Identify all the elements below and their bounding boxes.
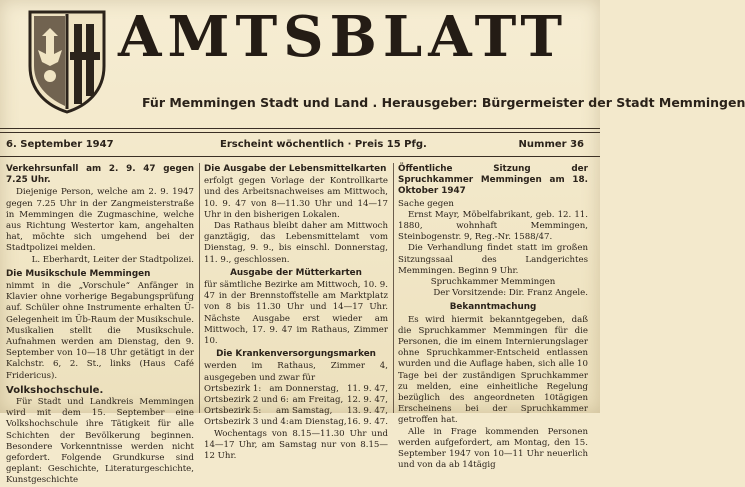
coat-of-arms-icon xyxy=(24,6,110,114)
article-heading: Ausgabe der Mütterkarten xyxy=(230,267,362,278)
district-list xyxy=(204,384,388,429)
dateline xyxy=(0,139,600,153)
article-body: werden im Rathaus, Zimmer 4, ausgegeben und zwar für xyxy=(204,361,388,383)
article-heading: Die Krankenversorgungsmarken xyxy=(216,349,376,360)
article-signature: L. Eberhardt, Leiter der Stadtpolizei. xyxy=(31,254,194,265)
article-heading: Verkehrsunfall am 2. 9. 47 gegen 7.25 Uhr. xyxy=(6,164,194,186)
article-signature: Der Vorsitzende: Dir. Franz Angele. xyxy=(433,288,588,299)
article-heading: Die Musikschule Memmingen xyxy=(6,268,151,279)
column-divider xyxy=(393,163,394,413)
district-row: Ortsbezirk 3 und 4: am Dienstag, 16. 9. 47. xyxy=(204,417,388,428)
article-body: Das Rathaus bleibt daher am Mittwoch ganztägig, das Lebensmittelamt vom Dienstag, 9. 9., bis einschl. Donnerstag, 11. 9., geschlossen. xyxy=(204,221,388,265)
issue-frequency: Erscheint wöchentlich · Preis 15 Pfg. xyxy=(220,139,427,150)
column-1 xyxy=(6,163,194,487)
article-heading: Die Ausgabe der Lebensmittelkarten xyxy=(204,164,387,174)
article-body: Sache gegen xyxy=(398,198,454,209)
article-signature: Spruchkammer Memmingen xyxy=(430,277,556,288)
district-row: Ortsbezirk 5: am Samstag, 13. 9. 47, xyxy=(204,406,388,417)
article-heading: Bekanntmachung xyxy=(449,302,537,313)
district-row: Ortsbezirk 1: am Donnerstag, 11. 9. 47, xyxy=(204,383,388,394)
article-heading: Volkshochschule. xyxy=(6,384,104,396)
article-heading: Öffentliche Sitzung der Spruchkammer Memmingen am 18. Oktober 1947 xyxy=(398,164,588,197)
article-body: für sämtliche Bezirke am Mittwoch, 10. 9. 47 in der Brennstoffstelle am Marktplatz von 8 bis 11.30 Uhr und 14—17 Uhr. Nächste Ausgabe erst wieder am Mittwoch, 17. 9. 47 im Rathaus, Zimmer 10. xyxy=(204,280,388,347)
article-body: Für Stadt und Landkreis Memmingen wird mit dem 15. September eine Volkshochschule ihre Tätigkeit für alle Schichten der Bevölkerung beginnen. Besondere Vorkenntnisse werden nicht gefordert. Folgende Grundkurse sind geplant: Geschichte, Literaturgeschichte, Kunstgeschichte xyxy=(6,397,194,486)
district-row: Ortsbezirk 2 und 6: am Freitag, 12. 9. 47, xyxy=(204,395,388,406)
header-rule-top xyxy=(0,128,600,129)
article-body: nimmt in die „Vorschule“ Anfänger in Klavier ohne vorherige Begabungsprüfung auf. Schüler ohne Instrumente erhalten Ü-Gelegenheit im Üb-Raum der Musikschule. Musikalien stellt die Musikschule. Aufnahmen werden am Dienstag, den 9. September von 10—18 Uhr getätigt in der Kalchstr. 6, 2. St., links (Haus Café Fridericus). xyxy=(6,281,194,381)
article-body: Die Verhandlung findet statt im großen Sitzungssaal des Landgerichtes Memmingen. Beginn 9 Uhr. xyxy=(398,243,588,276)
article-body: Ernst Mayr, Möbelfabrikant, geb. 12. 11. 1880, wohnhaft Memmingen, Steinbogenstr. 9, Reg.-Nr. 1588/47. xyxy=(398,209,588,243)
article-body: Diejenige Person, welche am 2. 9. 1947 gegen 7.25 Uhr in der Zangmeisterstraße in Memmingen die Zugmaschine, welche aus Richtung Westertor kam, angehalten hat, möchte sich umgehend bei der Stadtpolizei melden. xyxy=(6,187,194,254)
article-body: Es wird hiermit bekanntgegeben, daß die Spruchkammer Memmingen für die Personen, die im einem Internierungslager ohne Spruchkammer-Entscheid entlassen wurden und die Auflage haben, sich alle 10 Tage bei der zuständigen Spruchkammer zu melden, eine einheitliche Regelung bezüglich des angeordneten 10tägigen Erscheinens bei der Spruchkammer getroffen hat. xyxy=(398,314,588,426)
header-rule-thin xyxy=(0,132,600,133)
issue-date: 6. September 1947 xyxy=(6,139,114,150)
column-divider xyxy=(199,163,200,413)
issue-number: Nummer 36 xyxy=(518,139,584,150)
column-2 xyxy=(204,163,388,462)
column-3 xyxy=(398,163,588,471)
article-body: erfolgt gegen Vorlage der Kontrollkarte und des Arbeitsnachweises am Mittwoch, 10. 9. 47 von 8—11.30 Uhr und 14—17 Uhr in den bisherigen Lokalen. xyxy=(204,176,388,220)
dateline-rule xyxy=(0,156,600,157)
article-body: Wochentags von 8.15—11.30 Uhr und 14—17 Uhr, am Samstag nur von 8.15—12 Uhr. xyxy=(204,428,388,462)
newspaper-subtitle: Für Memmingen Stadt und Land . Herausgeber: Bürgermeister der Stadt Memmingen xyxy=(142,95,745,110)
newspaper-title: AMTSBLATT xyxy=(118,4,568,70)
article-body: Alle in Frage kommenden Personen werden aufgefordert, am Montag, den 15. September 1947 von 10—11 Uhr neuerlich und von da ab 14tägig xyxy=(398,426,588,471)
